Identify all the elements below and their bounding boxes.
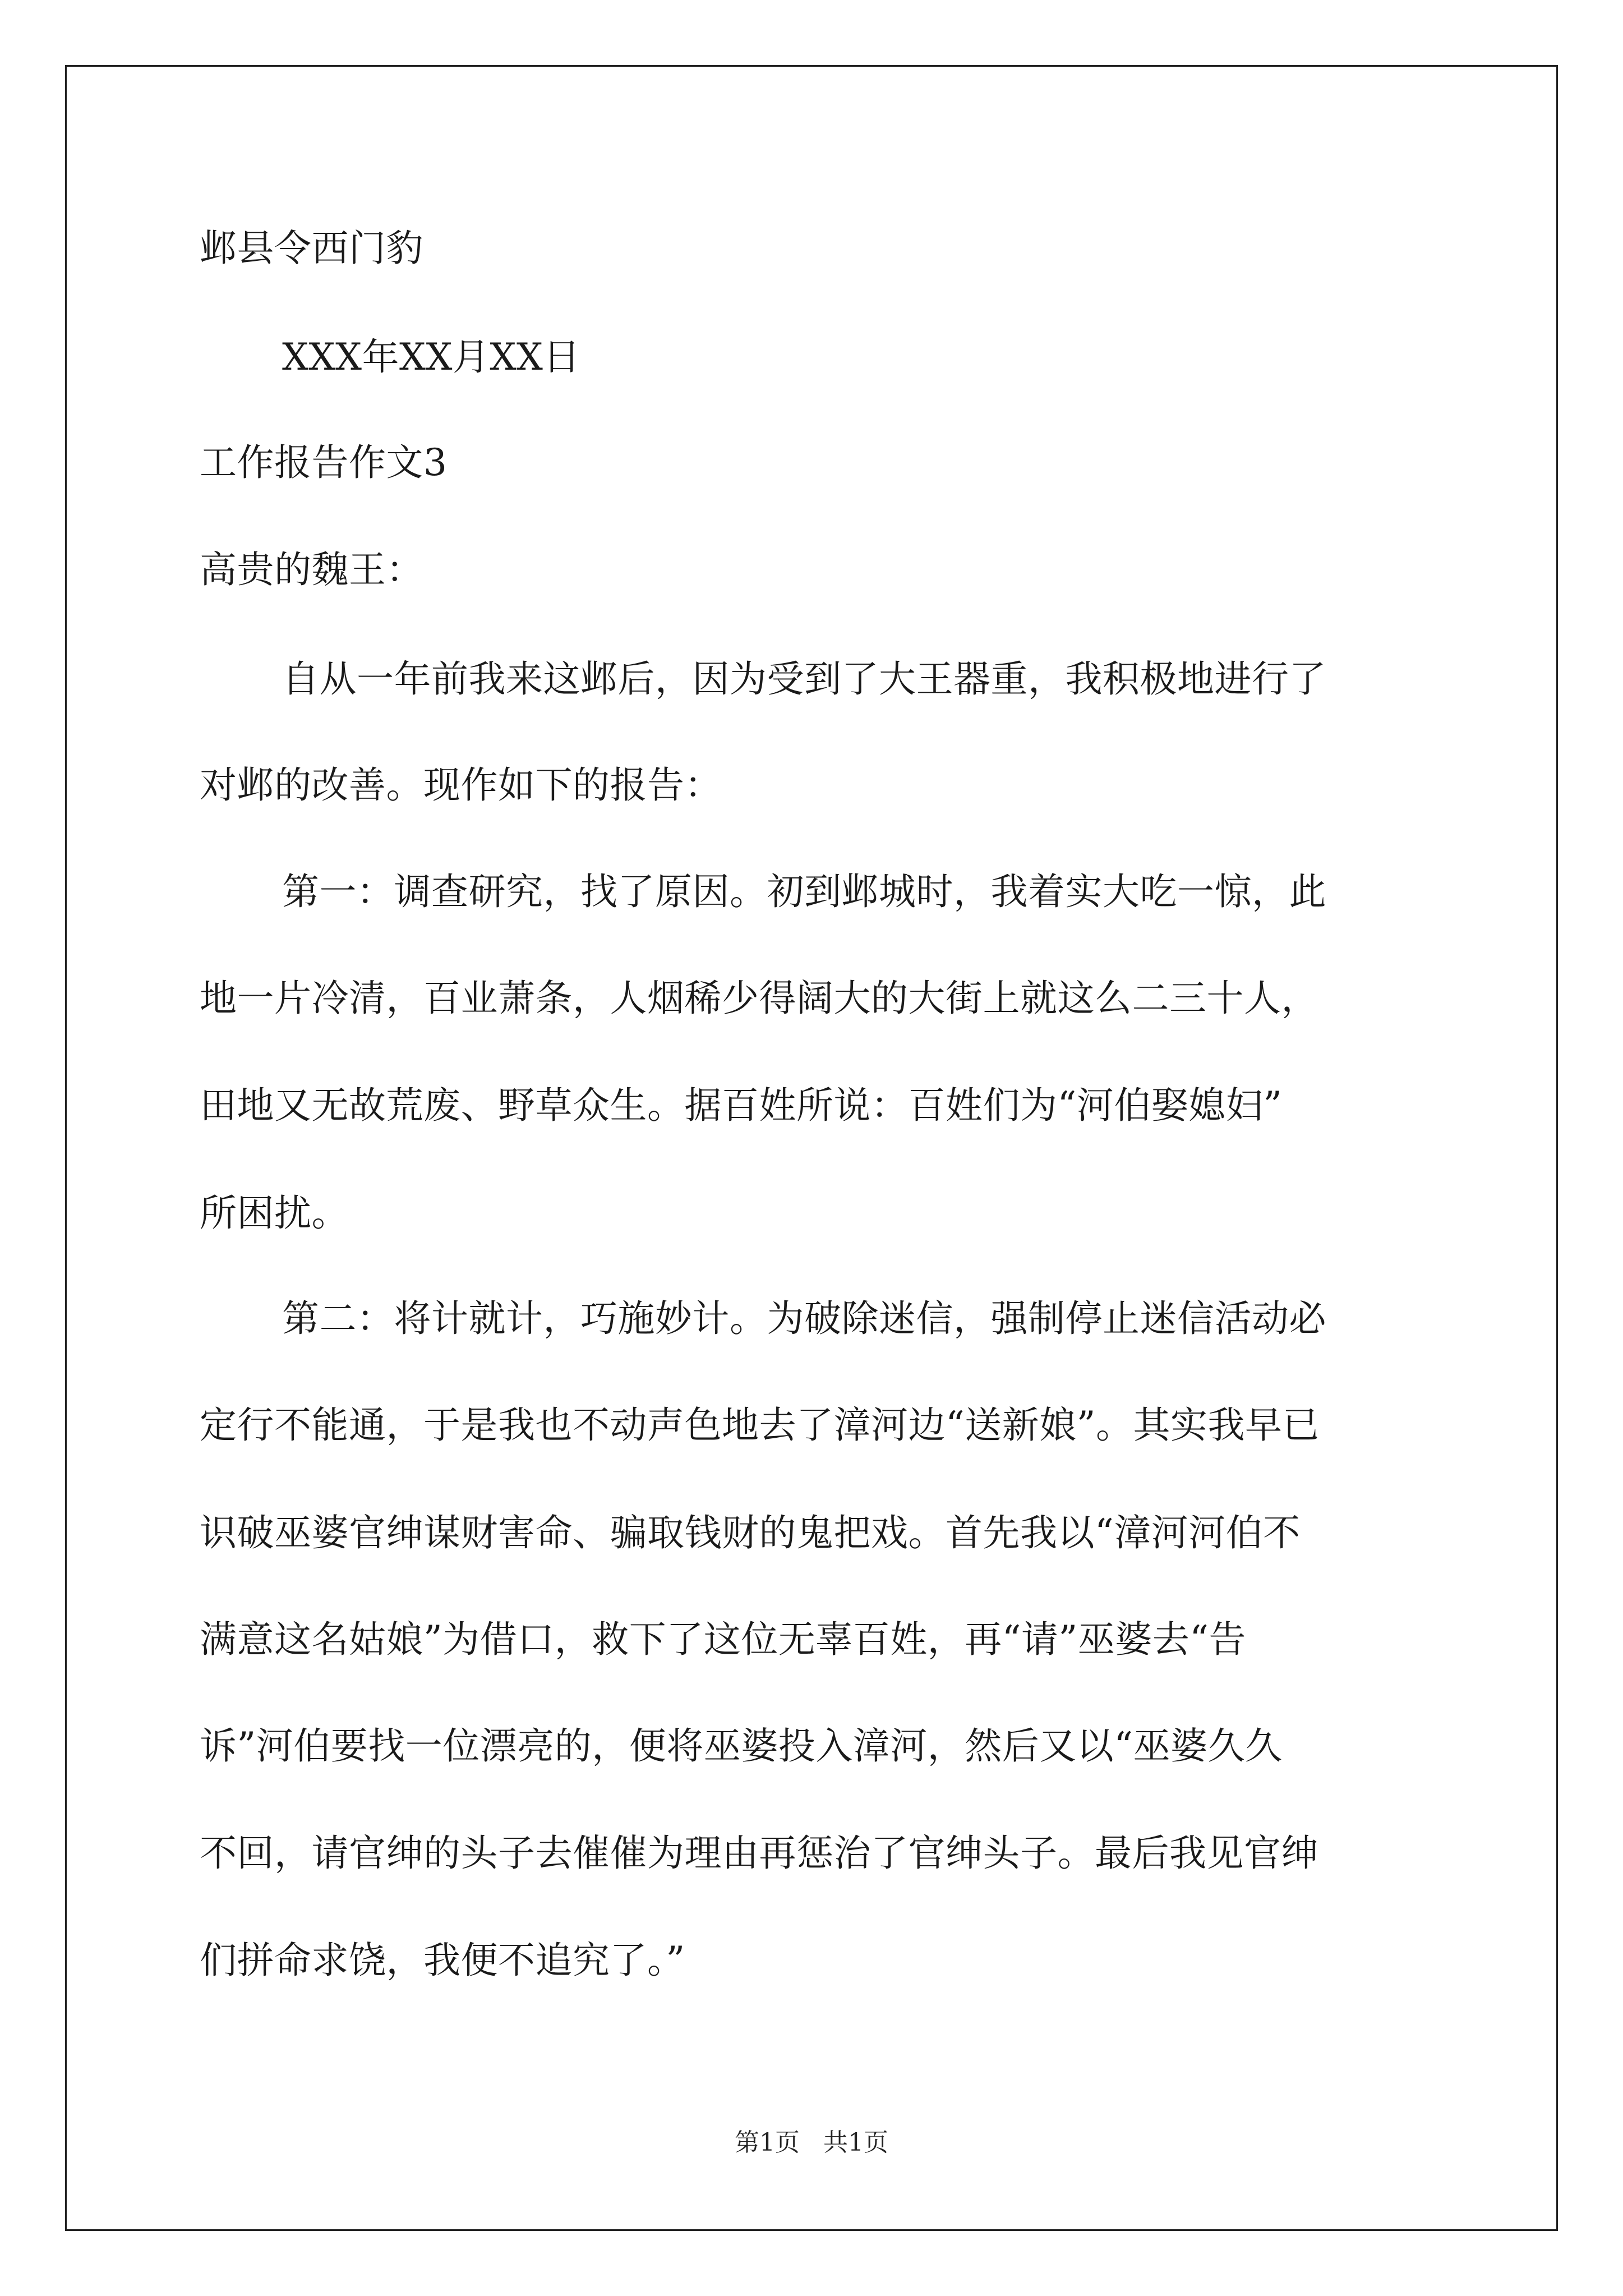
paragraph-2-line-4: 所困扰。: [200, 1191, 349, 1235]
page-frame: [65, 65, 1558, 2231]
paragraph-3-line-6: 不回，请官绅的头子去催催为理由再惩治了官绅头子。最后我见官绅: [200, 1832, 1318, 1875]
paragraph-3-line-1: 第二：将计就计，巧施妙计。为破除迷信，强制停止迷信活动必: [282, 1297, 1326, 1340]
paragraph-3-line-5: 诉”河伯要找一位漂亮的，便将巫婆投入漳河，然后又以“巫婆久久: [200, 1724, 1283, 1768]
paragraph-3-line-7: 们拼命求饶，我便不追究了。”: [200, 1939, 685, 1982]
date-line: XXX年XX月XX日: [282, 335, 580, 379]
section-title: 工作报告作文3: [200, 441, 448, 484]
salutation: 高贵的魏王：: [200, 548, 423, 591]
paragraph-3-line-3: 识破巫婆官绅谋财害命、骗取钱财的鬼把戏。首先我以“漳河河伯不: [200, 1511, 1301, 1554]
paragraph-1-line-2: 对邺的改善。现作如下的报告：: [200, 763, 722, 807]
paragraph-3-line-4: 满意这名姑娘”为借口，救下了这位无辜百姓，再“请”巫婆去“告: [200, 1618, 1246, 1661]
signature-line: 邺县令西门豹: [200, 227, 423, 270]
paragraph-2-line-2: 地一片冷清，百业萧条，人烟稀少得阔大的大街上就这么二三十人，: [200, 977, 1318, 1020]
paragraph-2-line-3: 田地又无故荒废、野草众生。据百姓所说：百姓们为“河伯娶媳妇”: [200, 1084, 1283, 1127]
page-number-footer: 第1页 共1页: [735, 2128, 888, 2157]
paragraph-1-line-1: 自从一年前我来这邺后，因为受到了大王器重，我积极地进行了: [282, 657, 1326, 701]
paragraph-3-line-2: 定行不能通，于是我也不动声色地去了漳河边“送新娘”。其实我早已: [200, 1404, 1320, 1447]
paragraph-2-line-1: 第一：调查研究，找了原因。初到邺城时，我着实大吃一惊，此: [282, 870, 1326, 913]
